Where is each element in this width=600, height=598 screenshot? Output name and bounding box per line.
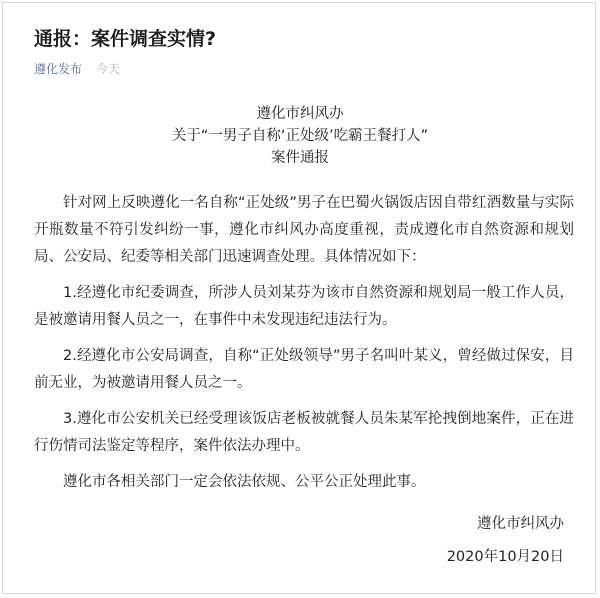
notice-subject: 关于“一男子自称‘正处级’吃霸王餐打人” xyxy=(171,128,429,144)
signature-block xyxy=(447,513,564,568)
publish-time: 今天 xyxy=(95,62,120,76)
signature-date: 2020年10月20日 xyxy=(446,549,564,565)
notice-type: 案件通报 xyxy=(271,150,329,166)
article-body xyxy=(34,190,574,505)
paragraph-item-1: 1.经遵化市纪委调查，所涉人员刘某芬为该市自然资源和规划局一般工作人员，是被邀请用餐人员之一，在事件中未发现违纪违法行为。 xyxy=(34,285,574,328)
article-title: 通报：案件调查实情? xyxy=(34,28,217,50)
account-name-link[interactable]: 遵化发布 xyxy=(34,62,83,76)
paragraph-closing: 遵化市各相关部门一定会依法依规、公平公正处理此事。 xyxy=(63,474,426,490)
notice-header xyxy=(0,103,600,169)
signature-org: 遵化市纠风办 xyxy=(477,516,564,532)
article-meta xyxy=(34,60,120,77)
paragraph-item-3: 3.遵化市公安机关已经受理该饭店老板被就餐人员朱某军抡拽倒地案件，正在进行伤情司法鉴定等程序，案件依法办理中。 xyxy=(34,411,574,454)
paragraph-intro: 针对网上反映遵化一名自称“正处级”男子在巴蜀火锅饭店因自带红酒数量与实际开瓶数量不符引发纠纷一事，遵化市纠风办高度重视，责成遵化市自然资源和规划局、公安局、纪委等相关部门迅速调查处理。具体情况如下： xyxy=(34,195,574,265)
notice-issuer: 遵化市纠风办 xyxy=(256,106,344,122)
paragraph-item-2: 2.经遵化市公安局调查，自称“正处级领导”男子名叫叶某义，曾经做过保安，目前无业，为被邀请用餐人员之一。 xyxy=(34,348,574,391)
